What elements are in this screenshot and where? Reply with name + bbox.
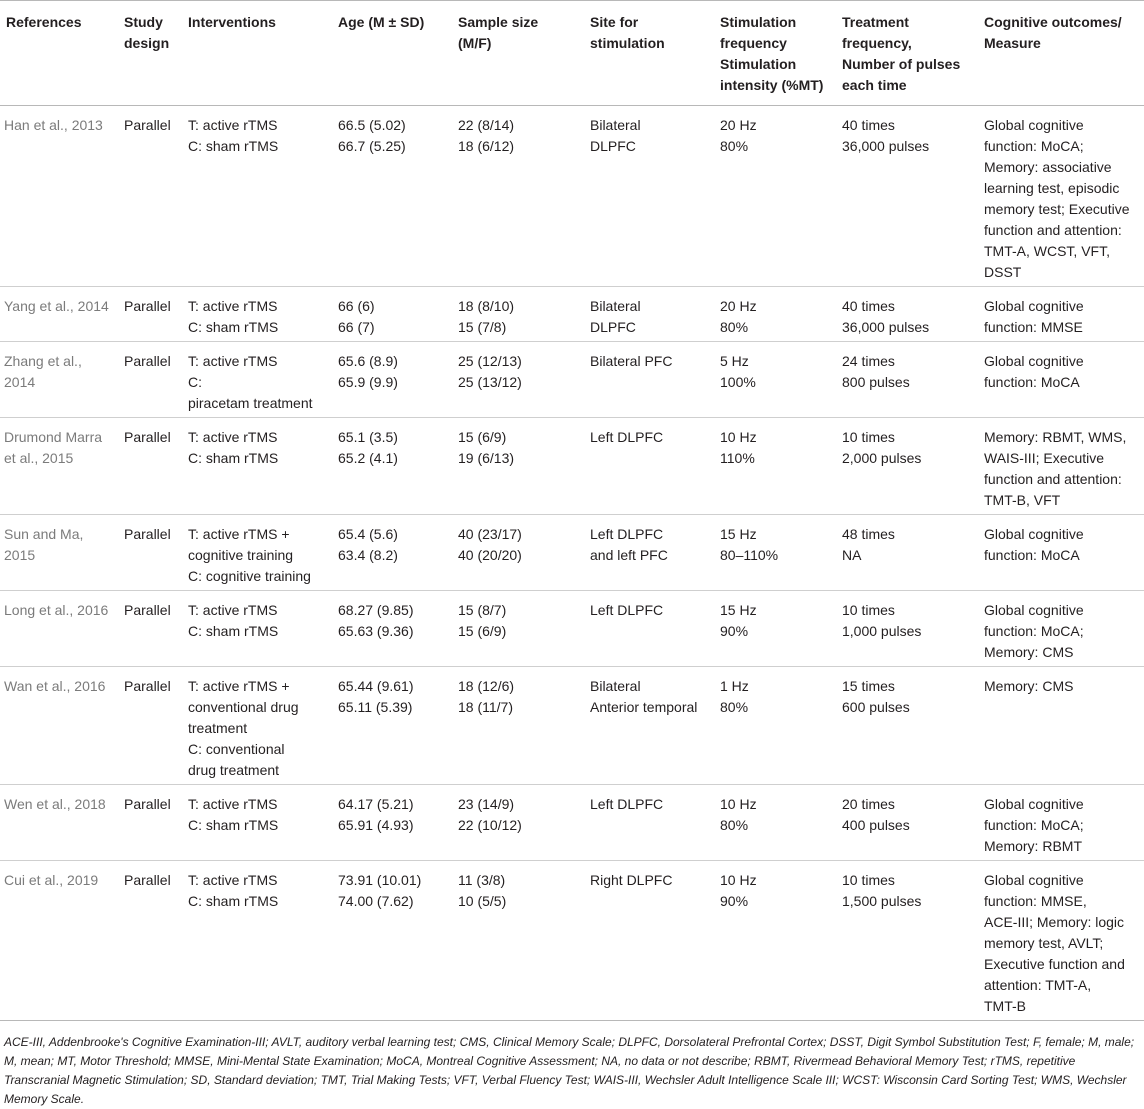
- reference-cell: [0, 667, 118, 785]
- cell-line: Left DLPFC: [590, 602, 664, 618]
- cell-line: DLPFC: [590, 138, 636, 154]
- cell-line: Bilateral: [590, 117, 641, 133]
- cell-line: Wen et al., 2018: [4, 796, 106, 812]
- header-line: intensity (%MT): [720, 77, 824, 93]
- cell-line: Left DLPFC: [590, 526, 664, 542]
- treatment-cell: [836, 667, 978, 785]
- cell-line: 2015: [4, 547, 36, 563]
- cell-line: 23 (14/9): [458, 796, 515, 812]
- cell-line: 24 times: [842, 353, 895, 369]
- header-references: [0, 1, 118, 106]
- cell-line: Parallel: [124, 602, 171, 618]
- age-cell: [332, 667, 452, 785]
- outcomes-cell: [978, 106, 1144, 287]
- design-cell: [118, 515, 182, 591]
- header-treatment-frequency-pulses: [836, 1, 978, 106]
- header-line: each time: [842, 77, 907, 93]
- cell-line: Parallel: [124, 117, 171, 133]
- table-row: [0, 591, 1144, 667]
- cell-line: C: sham rTMS: [188, 817, 279, 833]
- cell-line: T: active rTMS +: [188, 526, 290, 542]
- treatment-cell: [836, 342, 978, 418]
- cell-line: 80%: [720, 699, 749, 715]
- header-line: Age (M ± SD): [338, 14, 425, 30]
- cell-line: Global cognitive: [984, 796, 1084, 812]
- cell-line: 15 (7/8): [458, 319, 507, 335]
- header-line: Cognitive outcomes/: [984, 14, 1122, 30]
- stimulation-cell: [714, 342, 836, 418]
- cell-line: C: sham rTMS: [188, 893, 279, 909]
- cell-line: Anterior temporal: [590, 699, 698, 715]
- header-line: Number of pulses: [842, 56, 961, 72]
- stimulation-cell: [714, 785, 836, 861]
- cell-line: 65.4 (5.6): [338, 526, 398, 542]
- treatment-cell: [836, 287, 978, 342]
- design-cell: [118, 785, 182, 861]
- cell-line: Global cognitive: [984, 353, 1084, 369]
- design-cell: [118, 418, 182, 515]
- cell-line: Zhang et al.,: [4, 353, 82, 369]
- cell-line: 15 (8/7): [458, 602, 507, 618]
- cell-line: Right DLPFC: [590, 872, 673, 888]
- cell-line: Global cognitive: [984, 117, 1084, 133]
- cell-line: 66 (6): [338, 298, 375, 314]
- cell-line: 10 Hz: [720, 872, 757, 888]
- cell-line: 36,000 pulses: [842, 319, 930, 335]
- cell-line: T: active rTMS: [188, 117, 278, 133]
- treatment-cell: [836, 106, 978, 287]
- header-line: Treatment: [842, 14, 909, 30]
- table-header: [0, 1, 1144, 106]
- design-cell: [118, 591, 182, 667]
- cell-line: 15 (6/9): [458, 429, 507, 445]
- sample-size-cell: [452, 287, 584, 342]
- cell-line: 65.9 (9.9): [338, 374, 398, 390]
- cell-line: Long et al., 2016: [4, 602, 109, 618]
- header-line: (M/F): [458, 35, 492, 51]
- outcomes-cell: [978, 591, 1144, 667]
- cell-line: function: MoCA;: [984, 817, 1084, 833]
- outcomes-cell: [978, 667, 1144, 785]
- cell-line: 25 (12/13): [458, 353, 522, 369]
- cell-line: 10 Hz: [720, 796, 757, 812]
- cell-line: cognitive training: [188, 547, 294, 563]
- cell-line: C: sham rTMS: [188, 623, 279, 639]
- cell-line: 40 (23/17): [458, 526, 522, 542]
- cell-line: 18 (12/6): [458, 678, 515, 694]
- cell-line: 90%: [720, 623, 749, 639]
- reference-cell: [0, 287, 118, 342]
- stimulation-cell: [714, 287, 836, 342]
- sample-size-cell: [452, 515, 584, 591]
- cell-line: 2,000 pulses: [842, 450, 922, 466]
- cell-line: 10 times: [842, 872, 895, 888]
- header-age: [332, 1, 452, 106]
- cell-line: 65.1 (3.5): [338, 429, 398, 445]
- cell-line: 22 (8/14): [458, 117, 515, 133]
- cell-line: 1,000 pulses: [842, 623, 922, 639]
- cell-line: Drumond Marra: [4, 429, 103, 445]
- cell-line: treatment: [188, 720, 248, 736]
- site-cell: [584, 106, 714, 287]
- cell-line: 65.6 (8.9): [338, 353, 398, 369]
- cell-line: Global cognitive: [984, 602, 1084, 618]
- table-row: [0, 342, 1144, 418]
- header-line: design: [124, 35, 170, 51]
- cell-line: Memory: RBMT: [984, 838, 1082, 854]
- treatment-cell: [836, 591, 978, 667]
- site-cell: [584, 785, 714, 861]
- cell-line: 80%: [720, 817, 749, 833]
- cell-line: 15 times: [842, 678, 895, 694]
- outcomes-cell: [978, 785, 1144, 861]
- cell-line: 22 (10/12): [458, 817, 522, 833]
- cell-line: WAIS-III; Executive: [984, 450, 1105, 466]
- cell-line: 5 Hz: [720, 353, 749, 369]
- table-row: [0, 287, 1144, 342]
- interventions-cell: [182, 515, 332, 591]
- stimulation-cell: [714, 591, 836, 667]
- cell-line: Memory: CMS: [984, 644, 1074, 660]
- reference-cell: [0, 342, 118, 418]
- reference-cell: [0, 418, 118, 515]
- age-cell: [332, 106, 452, 287]
- cell-line: TMT-A, WCST, VFT,: [984, 243, 1110, 259]
- header-site-for-stimulation: [584, 1, 714, 106]
- cell-line: 2014: [4, 374, 36, 390]
- cell-line: 10 times: [842, 429, 895, 445]
- cell-line: 90%: [720, 893, 749, 909]
- cell-line: piracetam treatment: [188, 395, 313, 411]
- reference-cell: [0, 785, 118, 861]
- table-row: [0, 418, 1144, 515]
- outcomes-cell: [978, 515, 1144, 591]
- cell-line: 18 (6/12): [458, 138, 515, 154]
- treatment-cell: [836, 861, 978, 1021]
- cell-line: 68.27 (9.85): [338, 602, 414, 618]
- stimulation-cell: [714, 515, 836, 591]
- reference-cell: [0, 515, 118, 591]
- design-cell: [118, 667, 182, 785]
- sample-size-cell: [452, 785, 584, 861]
- cell-line: DSST: [984, 264, 1022, 280]
- cell-line: TMT-B: [984, 998, 1026, 1014]
- header-interventions: [182, 1, 332, 106]
- header-line: Stimulation: [720, 14, 797, 30]
- cell-line: T: active rTMS +: [188, 678, 290, 694]
- cell-line: Wan et al., 2016: [4, 678, 106, 694]
- cell-line: 80–110%: [720, 547, 779, 563]
- reference-cell: [0, 591, 118, 667]
- header-line: frequency: [720, 35, 787, 51]
- cell-line: 36,000 pulses: [842, 138, 930, 154]
- cell-line: function: MoCA: [984, 374, 1080, 390]
- interventions-cell: [182, 287, 332, 342]
- cell-line: and left PFC: [590, 547, 668, 563]
- table-body: [0, 106, 1144, 1021]
- cell-line: Global cognitive: [984, 872, 1084, 888]
- header-line: Stimulation: [720, 56, 797, 72]
- cell-line: function: MoCA: [984, 547, 1080, 563]
- cell-line: 65.44 (9.61): [338, 678, 414, 694]
- table-footnote: ACE-III, Addenbrooke's Cognitive Examination-III; AVLT, auditory verbal learning test; CMS, Clinical Memory Scale; DLPFC, Dorsolateral Prefrontal Cortex; DSST, Digit Symbol Substitution Test; F, female; M, male; M, mean; MT, Motor Threshold; MMSE, Mini-Mental State Examination; MoCA, Montreal Cognitive Assessment; NA, no data or not describe; RBMT, Rivermead Behavioral Memory Test; rTMS, repetitive Transcranial Magnetic Stimulation; SD, Standard deviation; TMT, Trial Making Tests; VFT, Verbal Fluency Test; WAIS-III, Wechsler Adult Intelligence Scale III; WCST: Wisconsin Card Sorting Test; WMS, Wechsler Memory Scale.: [4, 1035, 1135, 1106]
- sample-size-cell: [452, 418, 584, 515]
- cell-line: 40 times: [842, 298, 895, 314]
- cell-line: 110%: [720, 450, 755, 466]
- cell-line: Sun and Ma,: [4, 526, 84, 542]
- age-cell: [332, 342, 452, 418]
- table-row: [0, 515, 1144, 591]
- reference-cell: [0, 861, 118, 1021]
- cell-line: NA: [842, 547, 862, 563]
- cell-line: Memory: CMS: [984, 678, 1074, 694]
- cell-line: T: active rTMS: [188, 353, 278, 369]
- age-cell: [332, 515, 452, 591]
- cell-line: function and attention:: [984, 222, 1122, 238]
- cell-line: Parallel: [124, 429, 171, 445]
- cell-line: T: active rTMS: [188, 429, 278, 445]
- design-cell: [118, 287, 182, 342]
- cell-line: T: active rTMS: [188, 298, 278, 314]
- cell-line: 18 (11/7): [458, 699, 513, 715]
- cell-line: 19 (6/13): [458, 450, 515, 466]
- cell-line: Parallel: [124, 526, 171, 542]
- treatment-cell: [836, 515, 978, 591]
- cell-line: C: sham rTMS: [188, 319, 279, 335]
- interventions-cell: [182, 591, 332, 667]
- cell-line: C:: [188, 374, 202, 390]
- age-cell: [332, 591, 452, 667]
- header-sample-size: [452, 1, 584, 106]
- cell-line: Bilateral: [590, 678, 641, 694]
- cell-line: 65.11 (5.39): [338, 699, 413, 715]
- sample-size-cell: [452, 861, 584, 1021]
- table-row: [0, 785, 1144, 861]
- cell-line: Han et al., 2013: [4, 117, 103, 133]
- interventions-cell: [182, 342, 332, 418]
- treatment-cell: [836, 418, 978, 515]
- cell-line: et al., 2015: [4, 450, 74, 466]
- interventions-cell: [182, 861, 332, 1021]
- cell-line: 40 times: [842, 117, 895, 133]
- header-line: Site for: [590, 14, 639, 30]
- site-cell: [584, 591, 714, 667]
- stimulation-cell: [714, 418, 836, 515]
- cell-line: memory test, AVLT;: [984, 935, 1104, 951]
- cell-line: drug treatment: [188, 762, 280, 778]
- stimulation-cell: [714, 667, 836, 785]
- sample-size-cell: [452, 591, 584, 667]
- cell-line: 64.17 (5.21): [338, 796, 414, 812]
- cell-line: 18 (8/10): [458, 298, 515, 314]
- cell-line: 65.2 (4.1): [338, 450, 398, 466]
- header-line: References: [6, 14, 82, 30]
- cell-line: memory test; Executive: [984, 201, 1130, 217]
- cell-line: C: conventional: [188, 741, 285, 757]
- cell-line: Left DLPFC: [590, 796, 664, 812]
- outcomes-cell: [978, 418, 1144, 515]
- sample-size-cell: [452, 342, 584, 418]
- cell-line: Memory: associative: [984, 159, 1112, 175]
- stimulation-cell: [714, 106, 836, 287]
- cell-line: T: active rTMS: [188, 796, 278, 812]
- table-row: [0, 667, 1144, 785]
- cell-line: function: MoCA;: [984, 138, 1084, 154]
- header-row: [0, 1, 1144, 106]
- cell-line: 20 Hz: [720, 117, 757, 133]
- cell-line: function: MMSE: [984, 319, 1083, 335]
- header-line: stimulation: [590, 35, 665, 51]
- cell-line: 65.91 (4.93): [338, 817, 414, 833]
- cell-line: Executive function and: [984, 956, 1125, 972]
- cell-line: T: active rTMS: [188, 602, 278, 618]
- table-row: [0, 106, 1144, 287]
- outcomes-cell: [978, 342, 1144, 418]
- header-stimulation-frequency-intensity: [714, 1, 836, 106]
- cell-line: 63.4 (8.2): [338, 547, 398, 563]
- header-line: frequency,: [842, 35, 912, 51]
- cell-line: Left DLPFC: [590, 429, 664, 445]
- outcomes-cell: [978, 287, 1144, 342]
- cell-line: 80%: [720, 138, 749, 154]
- cell-line: 10 Hz: [720, 429, 757, 445]
- cell-line: learning test, episodic: [984, 180, 1120, 196]
- design-cell: [118, 861, 182, 1021]
- cell-line: 600 pulses: [842, 699, 910, 715]
- cell-line: 66.5 (5.02): [338, 117, 406, 133]
- cell-line: 40 (20/20): [458, 547, 522, 563]
- age-cell: [332, 418, 452, 515]
- header-line: Sample size: [458, 14, 539, 30]
- interventions-cell: [182, 418, 332, 515]
- cell-line: 10 (5/5): [458, 893, 507, 909]
- cell-line: Parallel: [124, 796, 171, 812]
- cell-line: C: sham rTMS: [188, 138, 279, 154]
- cell-line: T: active rTMS: [188, 872, 278, 888]
- reference-cell: [0, 106, 118, 287]
- cell-line: 15 (6/9): [458, 623, 507, 639]
- cell-line: function: MMSE,: [984, 893, 1087, 909]
- cell-line: ACE-III; Memory: logic: [984, 914, 1125, 930]
- cell-line: 73.91 (10.01): [338, 872, 422, 888]
- cell-line: Parallel: [124, 298, 171, 314]
- interventions-cell: [182, 785, 332, 861]
- cell-line: 66.7 (5.25): [338, 138, 406, 154]
- stimulation-cell: [714, 861, 836, 1021]
- cell-line: 800 pulses: [842, 374, 910, 390]
- outcomes-cell: [978, 861, 1144, 1021]
- header-cognitive-outcomes: [978, 1, 1144, 106]
- cell-line: Memory: RBMT, WMS,: [984, 429, 1127, 445]
- cell-line: Parallel: [124, 678, 171, 694]
- cell-line: conventional drug: [188, 699, 299, 715]
- sample-size-cell: [452, 667, 584, 785]
- cell-line: 48 times: [842, 526, 895, 542]
- cell-line: 25 (13/12): [458, 374, 522, 390]
- cell-line: Bilateral PFC: [590, 353, 673, 369]
- cell-line: 1 Hz: [720, 678, 749, 694]
- header-line: Study: [124, 14, 163, 30]
- age-cell: [332, 785, 452, 861]
- cell-line: Parallel: [124, 353, 171, 369]
- interventions-cell: [182, 106, 332, 287]
- cell-line: function and attention:: [984, 471, 1122, 487]
- cell-line: Global cognitive: [984, 298, 1084, 314]
- cell-line: 74.00 (7.62): [338, 893, 414, 909]
- cell-line: 1,500 pulses: [842, 893, 922, 909]
- cell-line: C: sham rTMS: [188, 450, 279, 466]
- cell-line: Yang et al., 2014: [4, 298, 109, 314]
- cell-line: 11 (3/8): [458, 872, 506, 888]
- cell-line: 66 (7): [338, 319, 375, 335]
- site-cell: [584, 667, 714, 785]
- header-study-design: [118, 1, 182, 106]
- treatment-cell: [836, 785, 978, 861]
- site-cell: [584, 861, 714, 1021]
- cell-line: 10 times: [842, 602, 895, 618]
- table-row: [0, 861, 1144, 1021]
- cell-line: 20 Hz: [720, 298, 757, 314]
- cell-line: 15 Hz: [720, 526, 757, 542]
- cell-line: Parallel: [124, 872, 171, 888]
- site-cell: [584, 287, 714, 342]
- cell-line: 400 pulses: [842, 817, 910, 833]
- cell-line: 20 times: [842, 796, 895, 812]
- design-cell: [118, 342, 182, 418]
- age-cell: [332, 287, 452, 342]
- design-cell: [118, 106, 182, 287]
- cell-line: DLPFC: [590, 319, 636, 335]
- cell-line: Cui et al., 2019: [4, 872, 99, 888]
- site-cell: [584, 418, 714, 515]
- cell-line: C: cognitive training: [188, 568, 311, 584]
- cell-line: 65.63 (9.36): [338, 623, 414, 639]
- cell-line: attention: TMT-A,: [984, 977, 1092, 993]
- age-cell: [332, 861, 452, 1021]
- cell-line: function: MoCA;: [984, 623, 1084, 639]
- cell-line: 15 Hz: [720, 602, 757, 618]
- cell-line: 100%: [720, 374, 756, 390]
- cell-line: TMT-B, VFT: [984, 492, 1061, 508]
- sample-size-cell: [452, 106, 584, 287]
- cell-line: Bilateral: [590, 298, 641, 314]
- header-line: Interventions: [188, 14, 276, 30]
- cell-line: 80%: [720, 319, 749, 335]
- site-cell: [584, 515, 714, 591]
- site-cell: [584, 342, 714, 418]
- header-line: Measure: [984, 35, 1041, 51]
- cell-line: Global cognitive: [984, 526, 1084, 542]
- interventions-cell: [182, 667, 332, 785]
